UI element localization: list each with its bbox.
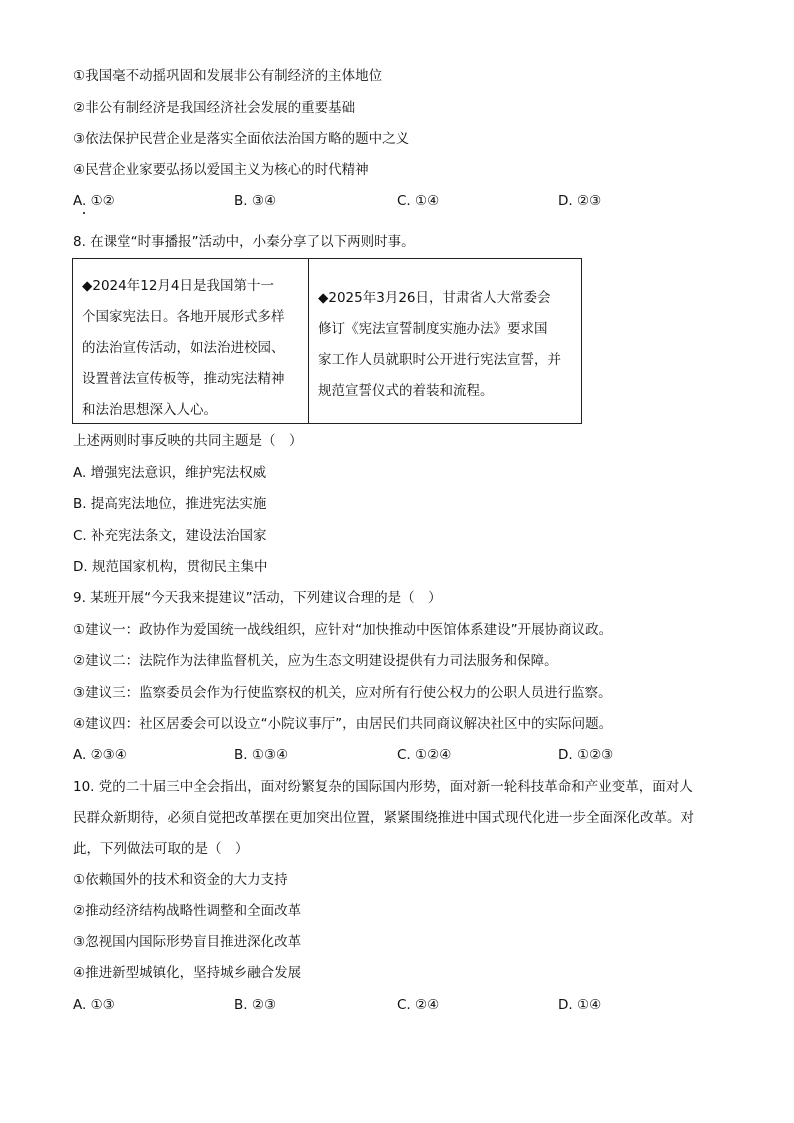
q7-option-a: A. ①② — [73, 193, 115, 209]
q8-option-d: D. 规范国家机构，贯彻民主集中 — [73, 559, 268, 575]
q8-news-right-cell — [309, 259, 581, 423]
q9-item-4: ④建议四：社区居委会可以设立“小院议事厅”，由居民们共同商议解决社区中的实际问题。 — [73, 716, 613, 732]
q10-option-c: C. ②④ — [397, 997, 440, 1013]
q7-item-1: ①我国毫不动摇巩固和发展非公有制经济的主体地位 — [73, 68, 383, 84]
q9-option-d: D. ①②③ — [558, 747, 614, 763]
q7-option-b: B. ③④ — [234, 193, 277, 209]
q8-stem: 8. 在课堂“时事播报”活动中，小秦分享了以下两则时事。 — [73, 234, 415, 250]
q7-item-3: ③依法保护民营企业是落实全面依法治国方略的题中之义 — [73, 131, 410, 147]
q8-news-table — [72, 258, 582, 424]
q10-item-3: ③忽视国内国际形势盲目推进深化改革 — [73, 934, 302, 950]
q10-stem-line-1: 10. 党的二十届三中全会指出，面对纷繁复杂的国际国内形势，面对新一轮科技革命和产业变革，面对人 — [73, 779, 693, 795]
q9-option-a: A. ②③④ — [73, 747, 127, 763]
q7-option-d: D. ②③ — [558, 193, 602, 209]
q8-option-a: A. 增强宪法意识，维护宪法权威 — [73, 465, 267, 481]
q7-option-c: C. ①④ — [397, 193, 440, 209]
q8-news-left: ◆2024年12月4日是我国第十一 个国家宪法日。各地开展形式多样 的法治宣传活动，如法治进校园、 设置普法宣传板等，推动宪法精神 和法治思想深入人心。 — [82, 278, 285, 418]
q10-item-2: ②推动经济结构战略性调整和全面改革 — [73, 903, 302, 919]
q8-option-c: C. 补充宪法条文，建设法治国家 — [73, 528, 267, 544]
q8-news-left-cell — [73, 259, 309, 423]
q7-item-2: ②非公有制经济是我国经济社会发展的重要基础 — [73, 100, 356, 116]
q8-news-right: ◆2025年3月26日，甘肃省人大常委会 修订《宪法宣誓制度实施办法》要求国 家工作人员就职时公开进行宪法宣誓，并 规范宣誓仪式的着装和流程。 — [318, 290, 561, 399]
q9-item-1: ①建议一：政协作为爱国统一战线组织，应针对“加快推动中医馆体系建设”开展协商议政。 — [73, 622, 613, 638]
q10-option-d: D. ①④ — [558, 997, 602, 1013]
q9-item-3: ③建议三：监察委员会作为行使监察权的机关，应对所有行使公权力的公职人员进行监察。 — [73, 685, 612, 701]
q10-stem-line-3: 此，下列做法可取的是（ ） — [73, 841, 249, 857]
q8-option-b: B. 提高宪法地位，推进宪法实施 — [73, 496, 267, 512]
q8-question: 上述两则时事反映的共同主题是（ ） — [73, 433, 303, 449]
stray-dot — [83, 212, 85, 214]
q9-option-c: C. ①②④ — [397, 747, 452, 763]
q9-item-2: ②建议二：法院作为法律监督机关，应为生态文明建设提供有力司法服务和保障。 — [73, 653, 558, 669]
q10-item-1: ①依赖国外的技术和资金的大力支持 — [73, 872, 288, 888]
q9-option-b: B. ①③④ — [234, 747, 289, 763]
q10-item-4: ④推进新型城镇化，坚持城乡融合发展 — [73, 965, 302, 981]
q10-option-b: B. ②③ — [234, 997, 277, 1013]
q10-option-a: A. ①③ — [73, 997, 115, 1013]
q9-stem: 9. 某班开展“今天我来提建议”活动，下列建议合理的是（ ） — [73, 590, 442, 606]
q7-item-4: ④民营企业家要弘扬以爱国主义为核心的时代精神 — [73, 162, 369, 178]
q10-stem-line-2: 民群众新期待，必须自觉把改革摆在更加突出位置，紧紧围绕推进中国式现代化进一步全面深化改革。对 — [73, 810, 694, 826]
